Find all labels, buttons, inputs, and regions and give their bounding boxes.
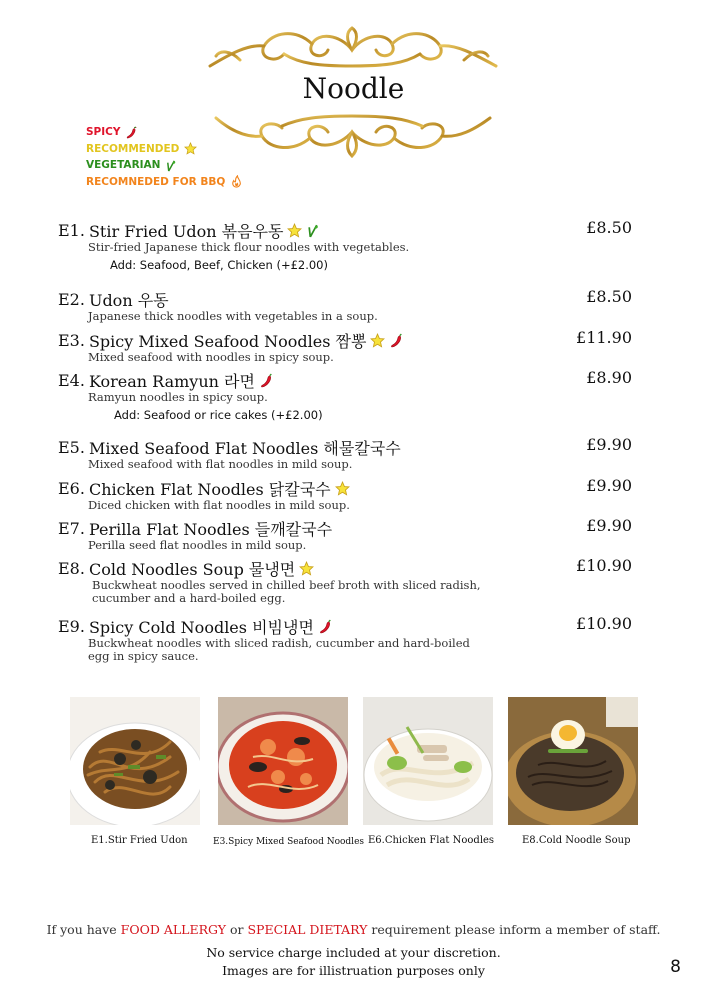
star-icon: [335, 481, 350, 496]
chili-icon: [125, 126, 138, 139]
menu-item-code: E8.: [58, 559, 85, 578]
menu-item-title: Perilla Flat Noodles 들깨칼국수: [88, 520, 333, 539]
legend-spicy: [86, 124, 243, 141]
star-icon: [299, 561, 314, 576]
page-title: Noodle: [302, 72, 405, 105]
special-dietary-highlight: SPECIAL DIETARY: [247, 922, 368, 937]
chili-icon: [259, 373, 274, 388]
menu-item: [58, 436, 648, 471]
image-disclaimer: Images are for illistruation purposes only: [222, 963, 485, 978]
menu-item-description: Buckwheat noodles served in chilled beef broth with sliced radish, cucumber and a hard-boiled egg.: [92, 578, 481, 605]
menu-item-code: E6.: [58, 479, 85, 498]
menu-item-code: E5.: [58, 438, 85, 457]
menu-item-title: Cold Noodles Soup 물냉면: [88, 560, 296, 579]
menu-item-description: Buckwheat noodles with sliced radish, cucumber and hard-boiled egg in spicy sauce.: [88, 636, 470, 663]
flame-icon: [230, 175, 243, 188]
photo-caption: E1.Stir Fried Udon: [91, 835, 188, 846]
menu-item-title: Chicken Flat Noodles 닭칼국수: [88, 480, 331, 499]
menu-item-name: [58, 329, 648, 352]
menu-item-name: [58, 477, 648, 500]
legend-recommended: [86, 141, 243, 158]
menu-item-price: £9.90: [586, 476, 632, 495]
menu-item-description: Mixed seafood with flat noodles in mild soup.: [88, 457, 353, 471]
chili-icon: [318, 619, 333, 634]
menu-item-title: Mixed Seafood Flat Noodles 해물칼국수: [88, 439, 401, 458]
allergy-notice-suffix: requirement please inform a member of staff.: [367, 922, 661, 937]
seafood-noodles-photo: [218, 697, 348, 825]
menu-item-code: E1.: [58, 221, 85, 240]
menu-item-code: E7.: [58, 519, 85, 538]
chicken-noodles-photo: [363, 697, 493, 825]
menu-item-title: Spicy Cold Noodles 비빔냉면: [88, 618, 314, 637]
legend-vegetarian: [86, 157, 243, 174]
menu-item: [58, 615, 648, 663]
cold-noodle-photo: [508, 697, 638, 825]
stir-fried-udon-photo: [70, 697, 200, 825]
menu-item-name: [58, 517, 648, 540]
menu-item-title: Korean Ramyun 라면: [88, 372, 255, 391]
menu-item-price: £9.90: [586, 435, 632, 454]
legend-vegetarian-label: VEGETARIAN: [86, 159, 161, 171]
legend-bbq-label: RECOMNEDED FOR BBQ: [86, 175, 226, 188]
menu-item-price: £9.90: [586, 516, 632, 535]
menu-item-title: Spicy Mixed Seafood Noodles 짬뽕: [88, 332, 367, 351]
menu-item-name: [58, 288, 648, 311]
menu-item-name: [58, 615, 648, 638]
menu-item-description: Mixed seafood with noodles in spicy soup.: [88, 350, 334, 364]
menu-item-description: Diced chicken with flat noodles in mild soup.: [88, 498, 350, 512]
veg-sprout-icon: [165, 159, 178, 172]
menu-item: [58, 219, 648, 272]
menu-item: [58, 288, 648, 323]
menu-item-title: Stir Fried Udon 볶음우동: [88, 222, 284, 241]
service-charge-note: No service charge included at your discretion.: [206, 945, 501, 960]
menu-item-name: [58, 436, 648, 459]
menu-item-addon: Add: Seafood or rice cakes (+£2.00): [114, 408, 323, 422]
menu-item-name: [58, 369, 648, 392]
menu-item-code: E3.: [58, 331, 85, 350]
legend-bbq: [86, 174, 243, 191]
menu-item: [58, 477, 648, 512]
footer-notes: [0, 944, 707, 980]
menu-item-title: Udon 우동: [88, 291, 169, 310]
photo-caption: E3.Spicy Mixed Seafood Noodles: [213, 837, 365, 847]
menu-item: [58, 517, 648, 552]
menu-item-price: £8.50: [586, 218, 632, 237]
menu-item-price: £10.90: [576, 556, 632, 575]
menu-item-price: £8.90: [586, 368, 632, 387]
veg-sprout-icon: [306, 223, 321, 238]
menu-item: [58, 329, 648, 364]
legend-recommended-label: RECOMMENDED: [86, 142, 180, 155]
star-icon: [370, 333, 385, 348]
menu-item-name: [58, 557, 648, 580]
menu-item-description: Japanese thick noodles with vegetables in a soup.: [88, 309, 378, 323]
menu-item-price: £10.90: [576, 614, 632, 633]
star-icon: [287, 223, 302, 238]
menu-item-addon: Add: Seafood, Beef, Chicken (+£2.00): [110, 258, 328, 272]
legend-spicy-label: SPICY: [86, 126, 121, 138]
food-allergy-highlight: FOOD ALLERGY: [120, 922, 227, 937]
allergy-notice-or: or: [226, 922, 248, 937]
menu-item-description: Perilla seed flat noodles in mild soup.: [88, 538, 307, 552]
menu-item-code: E4.: [58, 371, 85, 390]
menu-item-price: £8.50: [586, 287, 632, 306]
photo-caption: E6.Chicken Flat Noodles: [368, 835, 495, 846]
menu-item: [58, 369, 648, 422]
photo-caption: E8.Cold Noodle Soup: [522, 835, 631, 846]
legend: [86, 124, 243, 190]
menu-item-code: E2.: [58, 290, 85, 309]
allergy-notice: [0, 922, 707, 937]
menu-item-description: Ramyun noodles in spicy soup.: [88, 390, 268, 404]
chili-icon: [389, 333, 404, 348]
star-icon: [184, 142, 197, 155]
menu-item: [58, 557, 648, 605]
menu-item-price: £11.90: [576, 328, 632, 347]
menu-item-description: Stir-fried Japanese thick flour noodles with vegetables.: [88, 240, 410, 254]
page-number: 8: [670, 957, 681, 977]
menu-item-code: E9.: [58, 617, 85, 636]
allergy-notice-prefix: If you have: [46, 922, 121, 937]
menu-item-name: [58, 219, 648, 242]
